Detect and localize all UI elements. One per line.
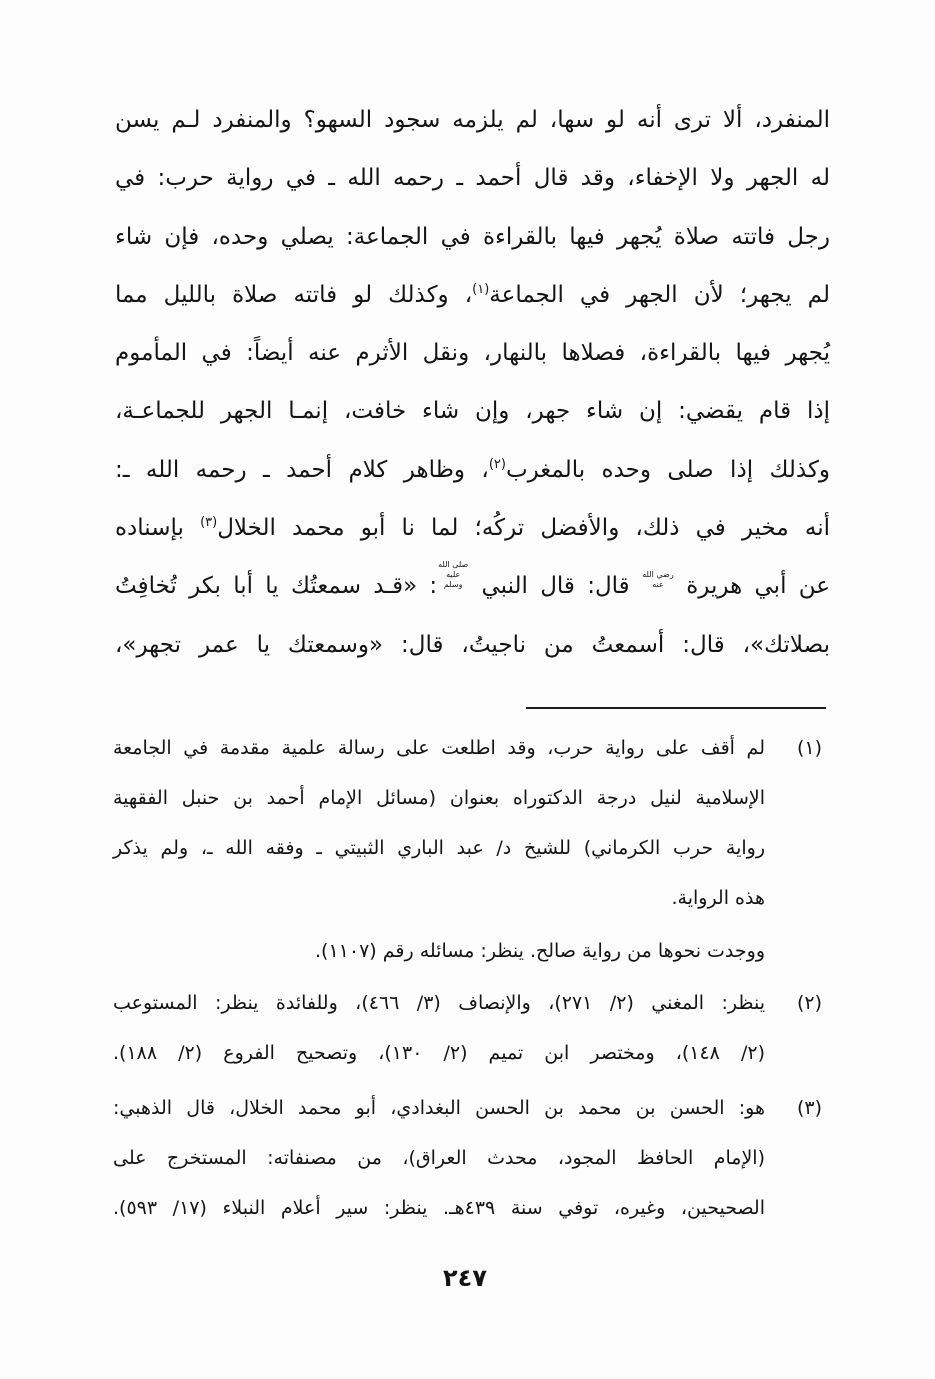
- footnote-ref-3: (٣): [200, 515, 218, 531]
- main-text-line-3: رجل فاتته صلاة يُجهر فيها بالقراءة في الجماعة: يصلي وحده، فإن شاء: [115, 223, 830, 250]
- text-segment: عن أبي هريرة: [673, 573, 830, 600]
- text-segment: بإسناده: [115, 515, 201, 542]
- footnote-line: هذه الرواية.: [671, 887, 765, 909]
- footnote-line: ينظر: المغني (٢/ ٢٧١)، والإنصاف (٣/ ٤٦٦)، وللفائدة ينظر: المستوعب: [113, 992, 765, 1014]
- footnote-body: [113, 723, 765, 976]
- footnote-line: (الإمام الحافظ المجود، محدث العراق)، من مصنفاته: المستخرج على: [113, 1147, 765, 1169]
- footnote-separator: [526, 707, 826, 709]
- honorific-radiallahu-anhu: رضي الله عنه: [642, 570, 674, 590]
- text-segment: قال: قال النبي: [469, 573, 642, 600]
- footnote-number: (٣): [796, 1097, 822, 1119]
- text-segment: وكذلك إذا صلى وحده بالمغرب: [505, 456, 830, 483]
- main-text-line-7: [115, 441, 830, 499]
- footnote-line: رواية حرب الكرماني) للشيخ د/ عبد الباري الثبيتي ـ وفقه الله ـ، ولم يذكر: [113, 837, 765, 859]
- main-text-line-2: له الجهر ولا الإخفاء، وقد قال أحمد ـ رحمه الله ـ في رواية حرب: في: [115, 165, 830, 192]
- footnote-line: هو: الحسن بن محمد بن الحسن البغدادي، أبو محمد الخلال، قال الذهبي:: [113, 1097, 765, 1119]
- text-segment: أنه مخير في ذلك، والأفضل تركُه؛ لما نا أبو محمد الخلال: [217, 515, 830, 542]
- footnote-line: (٢/ ١٤٨)، ومختصر ابن تميم (٢/ ١٣٠)، وتصحيح الفروع (٢/ ١٨٨).: [113, 1042, 765, 1064]
- footnote-line: لم أقف على رواية حرب، وقد اطلعت على رسالة علمية مقدمة في الجامعة: [113, 737, 765, 759]
- footnote-number: (١): [796, 737, 822, 759]
- main-text-line-9: [115, 557, 830, 615]
- main-text-line-5: يُجهر فيها بالقراءة، فصلاها بالنهار، ونقل الأثرم عنه أيضاً: في المأموم: [115, 340, 830, 367]
- footnote-number: (٢): [796, 992, 822, 1014]
- main-text-line-10: بصلاتك»، قال: أسمعتُ من ناجيتُ، قال: «وسمعتك يا عمر تجهر»،: [115, 631, 830, 658]
- text-segment: ، وكذلك لو فاتته صلاة بالليل مما: [115, 281, 473, 308]
- main-text-line-1: المنفرد، ألا ترى أنه لو سها، لم يلزمه سجود السهو؟ والمنفرد لـم يسن: [115, 107, 830, 133]
- footnote-body: [113, 1083, 765, 1233]
- footnote-line: الصحيحين، وغيره، توفي سنة ٤٣٩هـ. ينظر: سير أعلام النبلاء (١٧/ ٥٩٣).: [113, 1197, 766, 1219]
- footnote-ref-2: (٢): [488, 456, 506, 472]
- honorific-salla-allahu-alayhi: صلى الله عليه وسلم: [438, 560, 469, 590]
- page-number: ٢٤٧: [443, 1264, 487, 1292]
- footnote-extra-paragraph: ووجدت نحوها من رواية صالح. ينظر: مسائله رقم (١١٠٧).: [315, 940, 765, 962]
- main-text-line-4: [115, 266, 830, 324]
- main-text: [115, 91, 830, 674]
- text-segment: : «قـد سمعتُك يا أبا بكر تُخافِتُ: [115, 573, 438, 600]
- footnote-line: الإسلامية لنيل درجة الدكتوراه بعنوان (مسائل الإمام أحمد بن حنبل الفقهية: [113, 787, 765, 809]
- main-text-line-6: إذا قام يقضي: إن شاء جهر، وإن شاء خافت، إنمـا الجهر للجماعـة،: [115, 398, 830, 425]
- main-text-line-8: [115, 499, 830, 557]
- text-segment: لم يجهر؛ لأن الجهر في الجماعة: [489, 281, 830, 308]
- footnote-body: [113, 978, 765, 1078]
- footnote-ref-1: (١): [472, 281, 490, 297]
- text-segment: ، وظاهر كلام أحمد ـ رحمه الله ـ:: [115, 456, 489, 483]
